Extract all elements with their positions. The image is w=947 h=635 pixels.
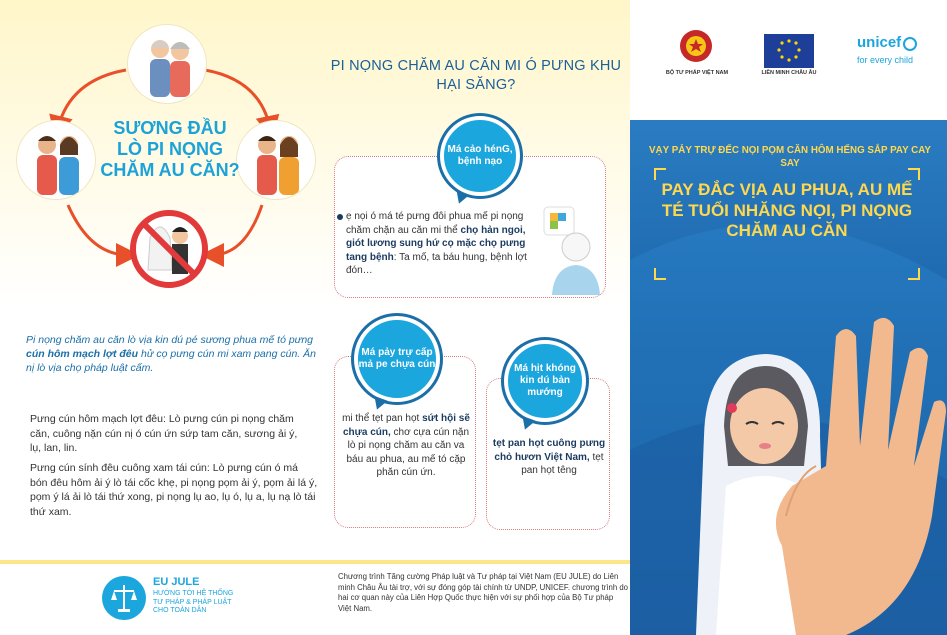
prohibited-marriage-icon bbox=[128, 208, 210, 290]
consequence-text-society bbox=[492, 437, 606, 478]
consequence-text-bold: chọ hản ngoi, giót lương sung hứ cọ mặc chọ pưng tang bệnh bbox=[346, 224, 526, 263]
consequence-text-part: mi thể tẹt pan họt bbox=[342, 413, 423, 424]
bubble-descendants: Má pảy trự cấp mả pe chựa cún bbox=[354, 316, 440, 402]
intro-text-bold: cún hôm mạch lợt đêu bbox=[26, 348, 139, 360]
eu-jule-logo-icon bbox=[102, 576, 146, 620]
intro-text-part: hử cọ pưng cún mi xam pang cún. Ăn nị lò vịa chọ pháp luật cấm. bbox=[26, 348, 316, 374]
siblings-illustration bbox=[236, 120, 316, 200]
bullet-icon bbox=[337, 214, 343, 220]
cycle-diagram bbox=[0, 0, 320, 300]
bride-stop-hand-illustration bbox=[696, 316, 947, 635]
eu-label: LIÊN MINH CHÂU ÂU bbox=[761, 70, 817, 76]
consequence-text-part: chơ cựa cún nặn lò pi nọng chăm au căn va báu au phua, au mế tó cặp phăn cún ứn. bbox=[346, 426, 470, 478]
consequence-text-part: ẹ nọi ó má té pưng đôi phua mế pi nọng chăm chặn au căn mi thể bbox=[346, 211, 524, 236]
unicef-globe-icon bbox=[903, 37, 917, 51]
consequence-text-health bbox=[346, 210, 534, 278]
unicef-logo: unicef bbox=[857, 34, 902, 51]
unicef-tagline: for every child bbox=[857, 55, 914, 65]
bubble-health: Má cảo hénG, bệnh nạo bbox=[440, 116, 520, 196]
definition-collateral-relation: Pưng cún sính đêu cuông xam tái cún: Lò pưng cún ó má bón đêu hôm ải ý lò tái cốc khẹ, pi nọng pọm ải ý, pọm ải lá ý, pọm ý lá ải lò tái thứ xong, pi nọng lụ ao, lụ ó, lụ a, lụ nạ lò tái thứ xam. bbox=[30, 462, 318, 518]
right-title: PAY ĐẮC VỊA AU PHUA, AU MẾ TÉ TUỔI NHĂNG NỌI, PI NỌNG CHĂM AU CĂN bbox=[661, 180, 913, 240]
consequence-text-bold: tẹt pan họt cuông pưng chỏ hươn Việt Nam, bbox=[492, 438, 606, 463]
right-subtitle: VẠY PẢY TRỰ ĐẾC NỌI PỌM CĂN HÔM HẾNG SẮP PAY CAY SAY bbox=[649, 145, 931, 169]
bubble-society: Má hịt khóng kin dú bản mướng bbox=[504, 340, 586, 422]
parents-illustration bbox=[16, 120, 96, 200]
section-heading: PI NỌNG CHĂM AU CĂN MI Ó PƯNG KHU HẠI SĂNG? bbox=[330, 58, 622, 93]
eu-jule-subtitle: HƯỚNG TỚI HỆ THỐNG TƯ PHÁP & PHÁP LUẬT CHO TOÀN DÂN bbox=[153, 590, 234, 614]
footer-divider bbox=[0, 560, 630, 564]
consequence-text-part: : Ta mố, ta báu hung, bệnh lợt đón… bbox=[346, 251, 527, 276]
consequence-text-descendants bbox=[342, 412, 470, 480]
definition-blood-relation: Pưng cún hôm mạch lợt đêu: Lò pưng cún pi nọng chăm căn, cuông nặn cún nị ó cún ứn sứp tam căn, sương ải ý, lụ, lan, lin. bbox=[30, 413, 298, 454]
ministry-emblem-icon bbox=[676, 28, 716, 64]
sick-person-illustration bbox=[540, 205, 604, 295]
ministry-label: BỘ TƯ PHÁP VIỆT NAM bbox=[665, 70, 729, 76]
grandparents-illustration bbox=[127, 24, 207, 104]
consequence-text-part: tẹt pan họt têng bbox=[521, 451, 604, 476]
cycle-title: SƯƠNG ĐẦU LÒ PI NỌNG CHĂM AU CĂN? bbox=[100, 118, 240, 180]
consequence-text-bold: sứt hội sẽ chựa cún, bbox=[342, 413, 470, 438]
intro-text bbox=[26, 333, 316, 375]
eu-jule-title: EU JULE bbox=[153, 576, 200, 588]
intro-text-part: Pi nọng chăm au căn lò vịa kin dú pé sương phua mế tó pưng bbox=[26, 334, 314, 346]
footer-text: Chương trình Tăng cường Pháp luật và Tư pháp tại Việt Nam (EU JULE) do Liên minh Châu Âu tài trợ, với sự đóng góp tài chính từ UNDP, UNICEF. chương trình do hai cơ quan này của Liên Hợp Quốc thực hiện với sự phối hợp của Bộ Tư pháp Việt Nam. bbox=[338, 572, 629, 613]
eu-flag-icon bbox=[764, 34, 814, 68]
